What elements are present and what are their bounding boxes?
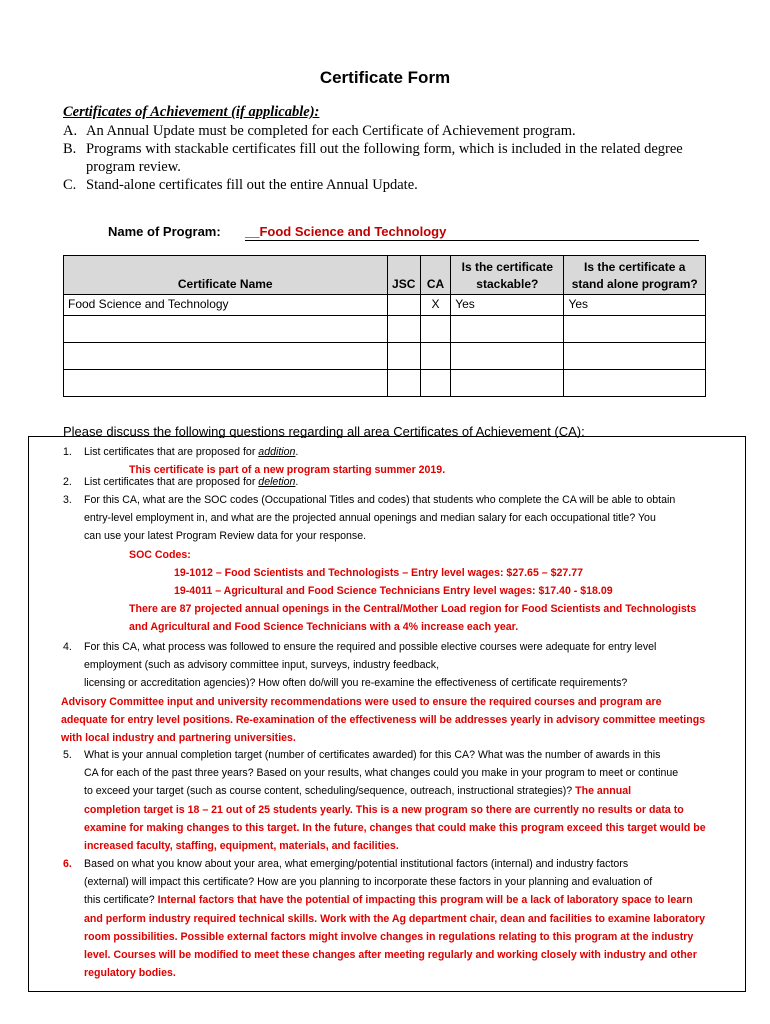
header-stackable: Is the certificate stackable? — [451, 256, 564, 295]
question-4 — [63, 638, 753, 747]
answer-line: examine for making changes to this target. In the future, changes that could make this program exceed this target would be — [84, 821, 706, 834]
table-header-row — [64, 256, 706, 295]
ca-section-heading: Certificates of Achievement (if applicable): — [63, 104, 320, 120]
cell-ca[interactable] — [420, 343, 450, 370]
question-number: 2. — [63, 476, 72, 488]
answer-line: adequate for entry level positions. Re-examination of the effectiveness will be addresses yearly in advisory committee meetings — [61, 713, 706, 726]
cell-stand-alone[interactable]: Yes — [564, 295, 706, 316]
question-5 — [63, 746, 753, 855]
question-6 — [63, 855, 753, 982]
question-line: employment (such as advisory committee input, surveys, industry feedback, — [84, 659, 440, 672]
cell-ca[interactable] — [420, 370, 450, 397]
ca-instruction-item — [63, 176, 713, 194]
answer-line: 19-1012 – Food Scientists and Technologists – Entry level wages: $27.65 – $27.77 — [174, 566, 584, 579]
question-keyword: deletion — [258, 476, 296, 488]
cell-jsc[interactable] — [387, 295, 420, 316]
cell-ca[interactable] — [420, 316, 450, 343]
cell-certificate-name[interactable] — [64, 370, 388, 397]
header-jsc: JSC — [387, 256, 420, 295]
answer-line: There are 87 projected annual openings in the Central/Mother Load region for Food Scientists and Technologists — [129, 603, 697, 616]
item-label: A. — [63, 123, 78, 139]
answer-line: level. Courses will be modified to meet these changes after meeting regularly and working closely with industry and other — [84, 949, 697, 962]
program-name-label: Name of Program: — [108, 224, 221, 239]
cell-certificate-name[interactable] — [64, 343, 388, 370]
question-2: 2. List certificates that are proposed for deletion. — [63, 473, 753, 491]
answer-text: Internal factors that have the potential of impacting this program will be a lack of laboratory space to learn — [157, 894, 693, 907]
question-text: List certificates that are proposed for — [84, 476, 259, 488]
question-number: 5. — [63, 749, 72, 761]
question-text: List certificates that are proposed for — [84, 446, 259, 458]
item-text: An Annual Update must be completed for each Certificate of Achievement program. — [86, 123, 576, 139]
question-line: CA for each of the past three years? Based on your results, what changes could you make in your program to meet or continue — [84, 767, 679, 780]
question-line: licensing or accreditation agencies)? How often do/will you re-examine the effectiveness of certificate requirements? — [84, 677, 628, 690]
table-row — [64, 343, 706, 370]
question-line: For this CA, what are the SOC codes (Occupational Titles and codes) that students who complete the CA will be able to obtain — [84, 494, 676, 506]
cell-stand-alone[interactable] — [564, 316, 706, 343]
answer-line: and Agricultural and Food Science Technicians with a 4% increase each year. — [129, 621, 519, 634]
question-line: Based on what you know about your area, what emerging/potential institutional factors (internal) and industry factors — [84, 858, 629, 870]
cell-stand-alone[interactable] — [564, 370, 706, 397]
item-label: C. — [63, 177, 77, 193]
cell-ca[interactable]: X — [420, 295, 450, 316]
table-row — [64, 295, 706, 316]
header-stand-alone: Is the certificate a stand alone program? — [564, 256, 706, 295]
answer-line: 19-4011 – Agricultural and Food Science Technicians Entry level wages: $17.40 - $18.09 — [174, 585, 613, 598]
answer-line: Advisory Committee input and university recommendations were used to ensure the required courses and program are — [61, 695, 662, 708]
question-1: 1. List certificates that are proposed for addition. This certificate is part of a new program starting summer 2019. — [63, 443, 753, 479]
cell-certificate-name[interactable] — [64, 316, 388, 343]
answer-line: increased faculty, staffing, equipment, materials, and facilities. — [84, 840, 399, 853]
program-name-prefix: __ — [245, 224, 260, 239]
answer-text: The annual — [575, 785, 632, 798]
question-number: 6. — [63, 858, 72, 870]
question-line: What is your annual completion target (number of certificates awarded) for this CA? What was the number of awards in this — [84, 749, 661, 761]
cell-stackable[interactable] — [451, 316, 564, 343]
header-certificate-name: Certificate Name — [64, 256, 388, 295]
question-line: (external) will impact this certificate? How are you planning to incorporate these factors in your planning and evaluation of — [84, 876, 653, 889]
cell-stackable[interactable] — [451, 343, 564, 370]
ca-instruction-item — [63, 122, 713, 140]
answer-line: completion target is 18 – 21 out of 25 students yearly. This is a new program so there are currently no results or data to — [84, 803, 684, 816]
cell-stackable[interactable] — [451, 370, 564, 397]
program-name-value: Food Science and Technology — [259, 224, 447, 239]
question-line: to exceed your target (such as course content, scheduling/sequence, outreach, instructional strategies)? — [84, 785, 576, 798]
cell-jsc[interactable] — [387, 343, 420, 370]
cell-certificate-name[interactable]: Food Science and Technology — [64, 295, 388, 316]
answer-line: regulatory bodies. — [84, 967, 176, 980]
question-number: 4. — [63, 641, 72, 653]
answer-text: This certificate is part of a new program starting summer 2019. — [129, 464, 446, 477]
question-line: can use your latest Program Review data for your response. — [84, 530, 367, 543]
ca-instruction-item — [63, 140, 713, 176]
cell-jsc[interactable] — [387, 370, 420, 397]
question-3 — [63, 491, 753, 637]
item-text: Stand-alone certificates fill out the entire Annual Update. — [86, 177, 418, 193]
cell-stackable[interactable]: Yes — [451, 295, 564, 316]
question-line: entry-level employment in, and what are the projected annual openings and median salary for each occupational title? You — [84, 512, 656, 525]
answer-line: room possibilities. Possible external factors might involve changes in regulations relating to this program at the industry — [84, 930, 694, 943]
answer-line: SOC Codes: — [129, 548, 191, 561]
program-name-field[interactable] — [245, 224, 699, 241]
table-row — [64, 370, 706, 397]
item-label: B. — [63, 141, 77, 157]
question-line: this certificate? — [84, 894, 158, 907]
question-number: 3. — [63, 494, 72, 506]
question-keyword: addition — [258, 446, 296, 458]
question-number: 1. — [63, 446, 72, 458]
header-ca: CA — [420, 256, 450, 295]
answer-line: and perform industry required technical skills. Work with the Ag department chair, dean and facilities to examine laboratory — [84, 912, 706, 925]
question-line: For this CA, what process was followed to ensure the required and possible elective courses were adequate for entry level — [84, 641, 657, 653]
cell-stand-alone[interactable] — [564, 343, 706, 370]
certificates-table — [63, 255, 706, 397]
page-title: Certificate Form — [319, 68, 451, 87]
discuss-intro: Please discuss the following questions regarding all area Certificates of Achievement (CA): — [63, 424, 585, 438]
table-row — [64, 316, 706, 343]
cell-jsc[interactable] — [387, 316, 420, 343]
item-text: Programs with stackable certificates fill out the following form, which is included in the related degree program review. — [86, 141, 683, 175]
ca-instructions-list — [63, 122, 713, 194]
answer-line: with local industry and partnering universities. — [61, 732, 296, 745]
